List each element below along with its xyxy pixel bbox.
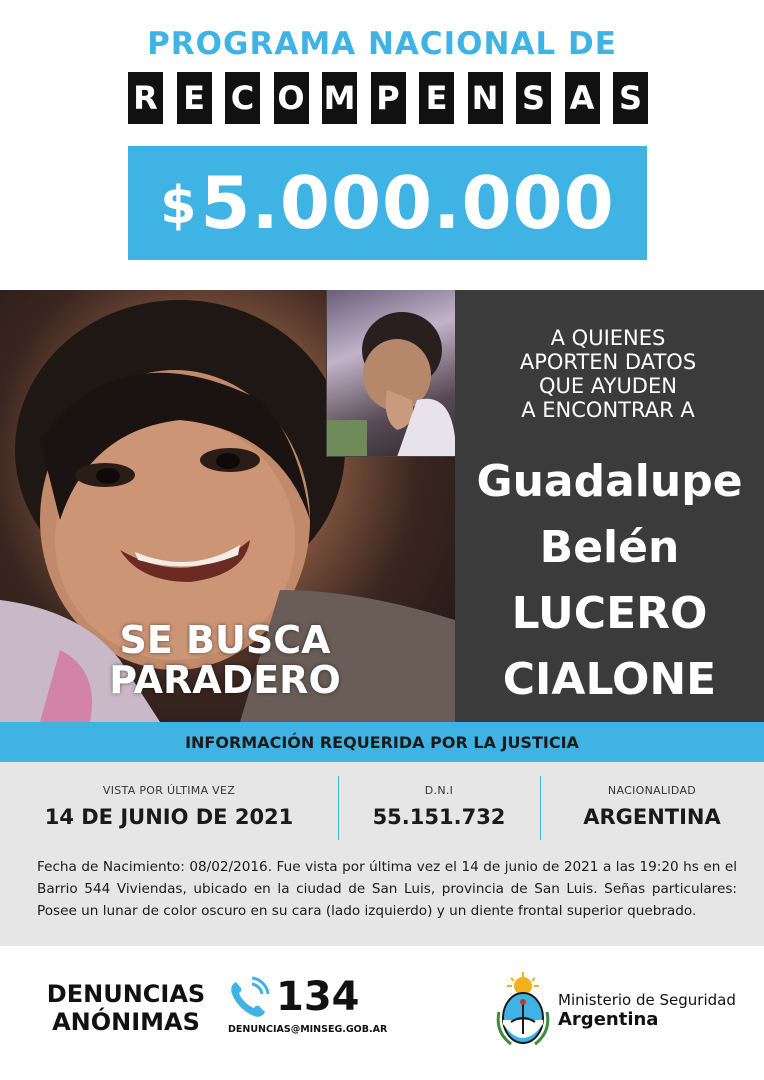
reward-letter: P bbox=[371, 72, 406, 124]
reward-letter: O bbox=[274, 72, 309, 124]
facts-row bbox=[0, 776, 764, 840]
name-panel bbox=[455, 290, 764, 722]
anonymous-reports-label bbox=[36, 980, 216, 1036]
reward-title bbox=[128, 72, 648, 124]
fact-label: D.N.I bbox=[424, 784, 454, 797]
report-email[interactable]: DENUNCIAS@MINSEG.GOB.AR bbox=[228, 1024, 388, 1035]
fact-value: ARGENTINA bbox=[583, 805, 721, 829]
intro-line: A ENCONTRAR A bbox=[521, 398, 695, 422]
reward-letter: C bbox=[225, 72, 260, 124]
ministry-logo-text bbox=[558, 990, 736, 1030]
wanted-line: PARADERO bbox=[109, 658, 341, 702]
wanted-caption bbox=[60, 620, 390, 700]
details-section bbox=[0, 762, 764, 946]
last-name-2: CIALONE bbox=[502, 654, 717, 705]
middle-name: Belén bbox=[539, 522, 680, 573]
info-strip: INFORMACIÓN REQUERIDA POR LA JUSTICIA bbox=[0, 722, 764, 762]
intro-line: QUE AYUDEN bbox=[539, 374, 677, 398]
reward-letter: S bbox=[516, 72, 551, 124]
reward-letter: N bbox=[468, 72, 503, 124]
photo-band bbox=[0, 290, 764, 722]
header-section bbox=[0, 0, 764, 290]
secondary-photo-illustration bbox=[327, 290, 455, 457]
intro-text bbox=[445, 326, 764, 422]
fact-label: NACIONALIDAD bbox=[607, 784, 697, 797]
reward-letter: A bbox=[565, 72, 600, 124]
denuncias-line: DENUNCIAS bbox=[46, 980, 206, 1008]
last-name-1: LUCERO bbox=[511, 588, 708, 639]
fact-value: 14 DE JUNIO DE 2021 bbox=[44, 805, 294, 829]
reward-letter: R bbox=[128, 72, 163, 124]
wanted-line: SE BUSCA bbox=[119, 618, 331, 662]
phone-number[interactable]: 134 bbox=[276, 974, 360, 1020]
amount-currency: $ bbox=[160, 176, 197, 236]
intro-line: APORTEN DATOS bbox=[519, 350, 697, 374]
fact-value: 55.151.732 bbox=[372, 805, 506, 829]
ministry-country: Argentina bbox=[558, 1009, 659, 1030]
reward-letter: M bbox=[322, 72, 357, 124]
fact-nationality bbox=[540, 776, 764, 840]
secondary-photo bbox=[326, 290, 455, 457]
phone-icon bbox=[226, 976, 270, 1020]
program-title: PROGRAMA NACIONAL DE bbox=[147, 26, 617, 62]
reward-letter: E bbox=[419, 72, 454, 124]
amount-value: 5.000.000 bbox=[200, 161, 615, 245]
reward-amount bbox=[128, 146, 647, 260]
first-name: Guadalupe bbox=[476, 456, 743, 507]
reward-letter: E bbox=[177, 72, 212, 124]
ministry-name: Ministerio de Seguridad bbox=[558, 991, 736, 1009]
description-text: Fecha de Nacimiento: 08/02/2016. Fue vista por última vez el 14 de junio de 2021 a las 19:20 hs en el Barrio 544 Viviendas, ubicado en la ciudad de San Luis, provincia de San Luis. Señas particulares: Posee un lunar de color oscuro en su cara (lado izquierdo) y un diente frontal superior quebrado. bbox=[37, 859, 737, 919]
fact-label: VISTA POR ÚLTIMA VEZ bbox=[102, 784, 236, 797]
footer bbox=[0, 946, 764, 1080]
fact-last-seen bbox=[0, 776, 338, 840]
intro-line: A QUIENES bbox=[550, 326, 666, 350]
denuncias-line: ANÓNIMAS bbox=[52, 1008, 200, 1036]
coat-of-arms-icon bbox=[495, 972, 551, 1048]
reward-letter: S bbox=[613, 72, 648, 124]
fact-dni bbox=[338, 776, 540, 840]
